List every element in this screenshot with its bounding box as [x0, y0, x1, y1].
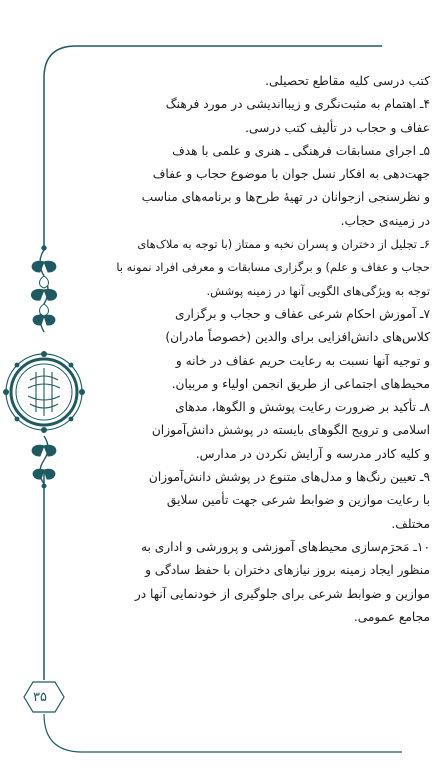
text-line: در زمینه‌ی حجاب.: [340, 213, 430, 228]
text-line: محیط‌های اجتماعی از طریق انجمن اولیاء و مربیان.: [171, 376, 430, 391]
text-line: توجه به ویژگی‌های الگویی آنها در زمینه پوشش.: [206, 283, 430, 298]
body-text: [72, 70, 430, 730]
text-line: عفاف و حجاب در تألیف کتب درسی.: [245, 120, 430, 135]
upper-ornament: [31, 246, 56, 332]
text-line: ۷ـ آموزش احکام شرعی عفاف و حجاب و برگزاری: [175, 306, 430, 321]
text-line: حجاب و عفاف و علم) و برگزاری مسابقات و معرفی افراد نمونه با: [116, 260, 430, 275]
text-line: مختلف.: [391, 516, 430, 531]
text-line: ۵ـ اجرای مسابقات فرهنگی ـ هنری و علمی با هدف: [172, 143, 430, 158]
text-line: ۱۰ـ مَحرَم‌سازی محیط‌های آموزشی و پرورشی و اداری به: [140, 539, 430, 554]
text-line: ۴ـ اهتمام به مثبت‌نگری و زیبااندیشی در مورد فرهنگ: [165, 97, 430, 112]
text-line: کلاس‌های دانش‌افزایی برای والدین (خصوصاً مادران): [165, 330, 430, 345]
text-line: منظور ایجاد زمینه بروز نیازهای دختران با حفظ سادگی و: [145, 563, 430, 578]
page-number: ۳۵: [33, 689, 47, 705]
text-line: اسلامی و ترویج الگوهای بایسته در پوشش دانش‌آموزان: [151, 423, 430, 438]
text-line: با رعایت موازین و ضوابط شرعی جهت تأمین سلایق: [166, 493, 430, 508]
text-line: ۶ـ تجلیل از دختران و پسران نخبه و ممتاز (با توجه به ملاک‌های: [137, 237, 430, 252]
text-line: ۸ـ تأکید بر ضرورت رعایت پوشش و الگوها، مدهای: [175, 400, 430, 415]
text-line: و توجیه آنها نسبت به رعایت حریم عفاف در خانه و: [175, 353, 430, 368]
text-line: و کلیه کادر مدرسه و آرایش نکردن در مدارس.: [195, 446, 430, 461]
text-line: و نظرسنجی ازجوانان در تهیهٔ طرح‌ها و برنامه‌های مناسب: [141, 190, 430, 205]
text-line: موازین و ضوابط شرعی برای جلوگیری از خودنمایی آنها در: [134, 586, 430, 601]
text-line: ۹ـ تعیین رنگ‌ها و مدل‌های متنوع در پوشش دانش‌آموزان: [148, 470, 430, 485]
text-line: کتب درسی کلیه مقاطع تحصیلی.: [265, 74, 430, 88]
text-line: جهت‌دهی به افکار نسل جوان با موضوع حجاب و عفاف: [152, 167, 430, 182]
text-line: مجامع عمومی.: [353, 609, 430, 624]
